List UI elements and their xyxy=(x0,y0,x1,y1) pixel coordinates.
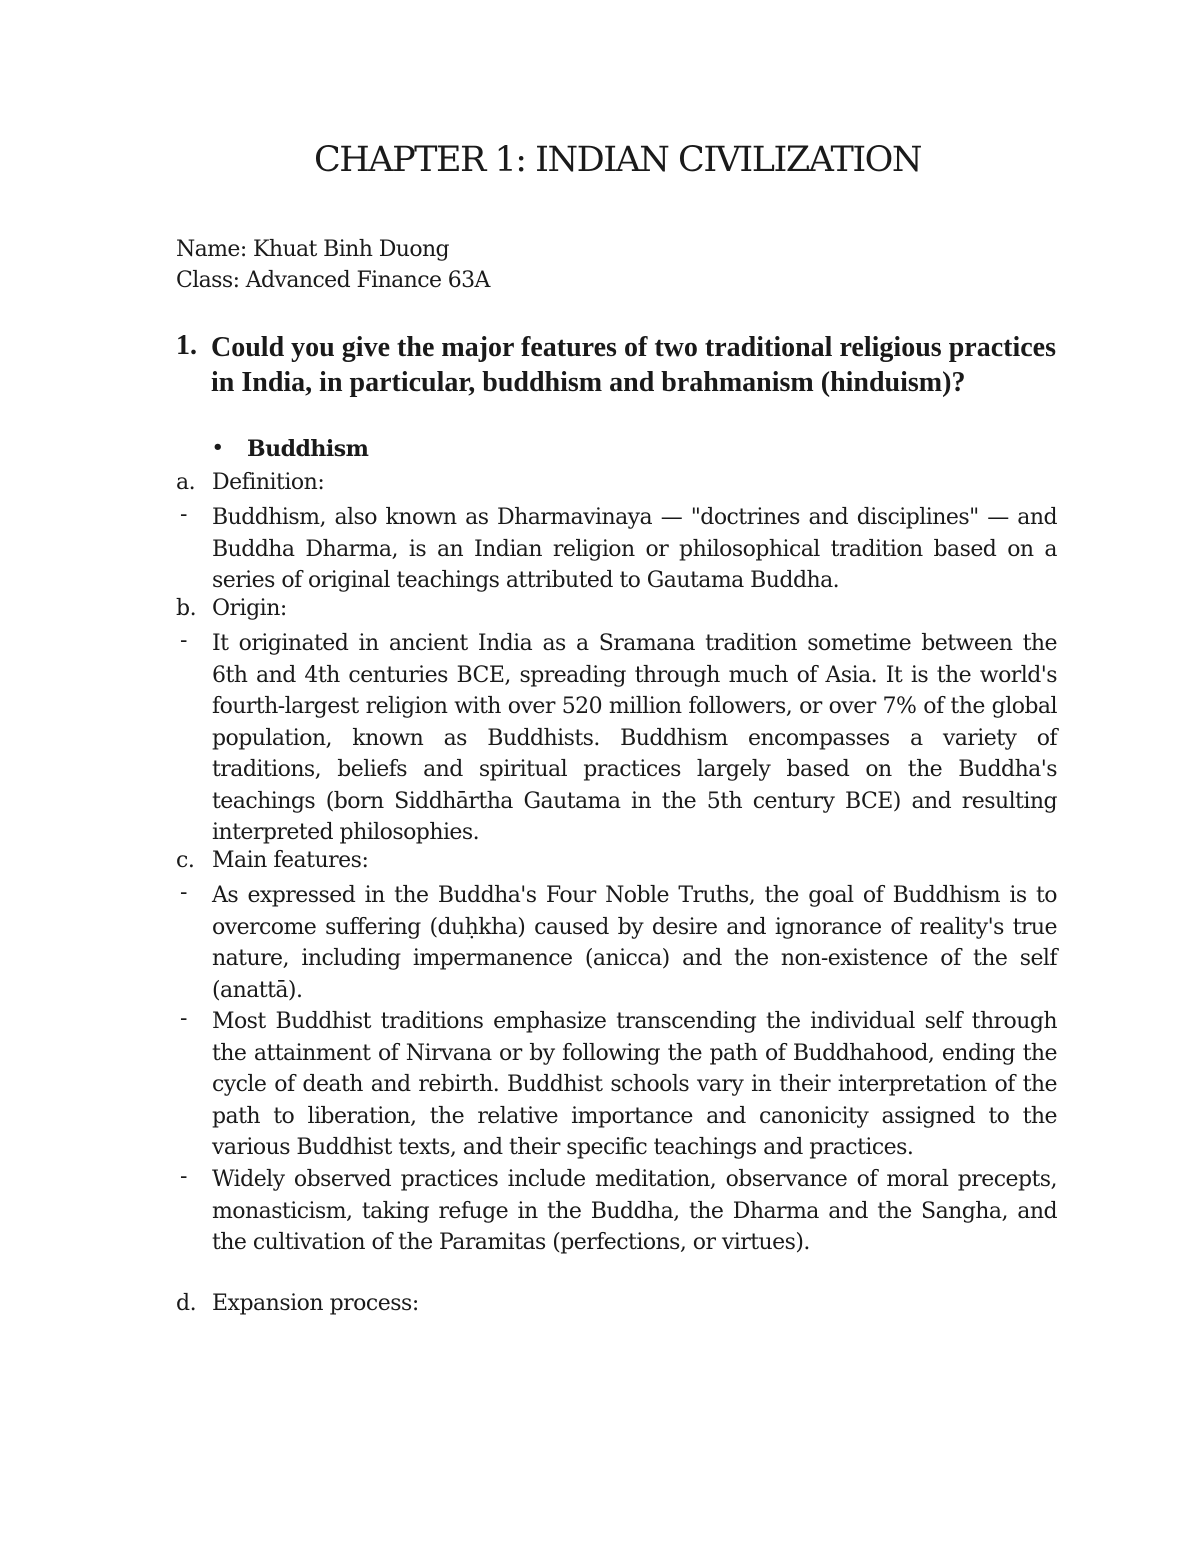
question-number: 1. xyxy=(176,330,197,361)
section-b-label: Origin: xyxy=(212,596,287,621)
section-d-label: Expansion process: xyxy=(212,1291,419,1316)
dash-icon: - xyxy=(180,628,188,653)
section-b-marker: b. xyxy=(176,596,197,621)
dash-icon: - xyxy=(180,880,188,905)
features-paragraph-1: As expressed in the Buddha's Four Noble Truths, the goal of Buddhism is to overcome suffering (duḥkha) caused by desire and ignorance of reality's true nature, including impermanence (anicca) and the non-existence of the self (anattā). xyxy=(212,883,1057,1003)
dash-icon: - xyxy=(180,1006,188,1031)
bullet-icon: • xyxy=(212,437,224,458)
dash-icon: - xyxy=(180,502,188,527)
features-paragraph-2: Most Buddhist traditions emphasize transcending the individual self through the attainment of Nirvana or by following the path of Buddhahood, ending the cycle of death and rebirth. Buddhist schools vary in their interpretation of the path to liberation, the relative importance and canonicity assigned to the various Buddhist texts, and their specific teachings and practices. xyxy=(212,1009,1057,1160)
origin-paragraph: It originated in ancient India as a Sramana tradition sometime between the 6th and 4th centuries BCE, spreading through much of Asia. It is the world's fourth-largest religion with over 520 million followers, or over 7% of the global population, known as Buddhists. Buddhism encompasses a variety of traditions, beliefs and spiritual practices largely based on the Buddha's teachings (born Siddhārtha Gautama in the 5th century BCE) and resulting interpreted philosophies. xyxy=(212,631,1057,845)
student-class: Class: Advanced Finance 63A xyxy=(176,268,490,293)
question-text: Could you give the major features of two traditional religious practices in India, in particular, buddhism and brahmanism (hinduism)? xyxy=(211,332,1056,398)
section-c-marker: c. xyxy=(176,848,195,873)
features-paragraph-3: Widely observed practices include meditation, observance of moral precepts, monasticism, taking refuge in the Buddha, the Dharma and the Sangha, and the cultivation of the Paramitas (perfections, or virtues). xyxy=(212,1167,1057,1255)
student-name: Name: Khuat Binh Duong xyxy=(176,237,450,262)
definition-paragraph: Buddhism, also known as Dharmavinaya — "doctrines and disciplines" — and Buddha Dharma, is an Indian religion or philosophical tradition based on a series of original teachings attributed to Gautama Buddha. xyxy=(212,505,1057,593)
section-a-label: Definition: xyxy=(212,470,325,495)
dash-icon: - xyxy=(180,1164,188,1189)
chapter-title: CHAPTER 1: INDIAN CIVILIZATION xyxy=(314,140,921,180)
section-d-marker: d. xyxy=(176,1291,197,1316)
section-a-marker: a. xyxy=(176,470,196,495)
subheading-buddhism: Buddhism xyxy=(247,436,369,462)
section-c-label: Main features: xyxy=(212,848,369,873)
